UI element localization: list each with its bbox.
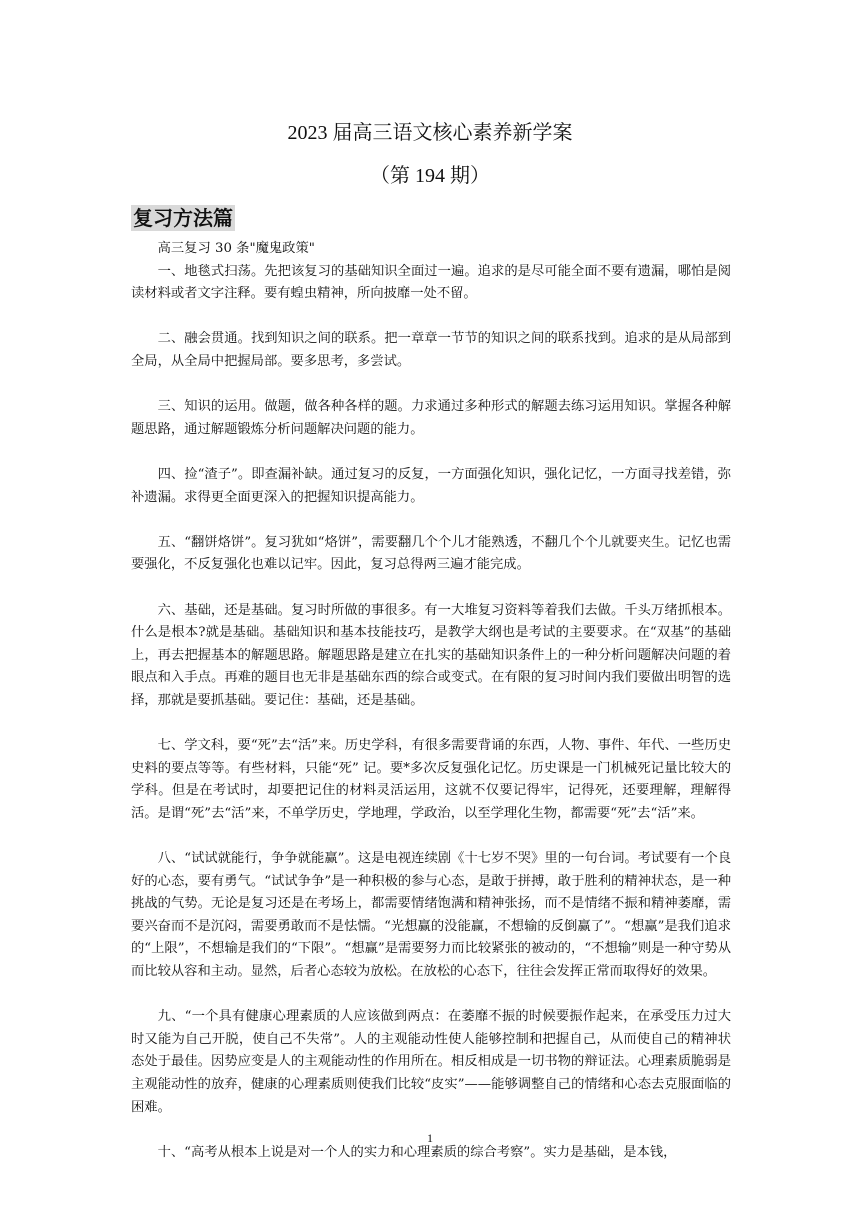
issue-number: （第 194 期） <box>370 165 490 187</box>
paragraph: 三、知识的运用。做题，做各种各样的题。力求通过多种形式的解题去练习运用知识。掌握各种解题思路，通过解题锻炼分析问题解决问题的能力。 <box>131 399 731 437</box>
paragraph: 九、“一个具有健康心理素质的人应该做到两点：在萎靡不振的时候要振作起来，在承受压力过大时又能为自己开脱，使自己不失常”。人的主观能动性使人能够控制和把握自己，从而使自己的精神状态处于最佳。因势应变是人的主观能动性的作用所在。相反相成是一切书物的辩证法。心理素质脆弱是主观能动性的放弃，健康的心理素质则使我们比较“皮实”——能够调整自己的情绪和心态去克服面临的困难。 <box>131 1009 731 1115</box>
paragraph: 五、“翻饼烙饼”。复习犹如“烙饼”，需要翻几个个儿才能熟透，不翻几个个儿就要夹生。记忆也需要强化，不反复强化也难以记牢。因此，复习总得两三遍才能完成。 <box>131 534 731 573</box>
paragraph: 二、融会贯通。找到知识之间的联系。把一章章一节节的知识之间的联系找到。追求的是从局部到全局，从全局中把握局部。要多思考，多尝试。 <box>131 331 731 369</box>
document-title: 2023 届高三语文核心素养新学案 <box>287 122 573 144</box>
article-subtitle: 高三复习 30 条"魔鬼政策" <box>157 241 315 256</box>
paragraph: 一、地毯式扫荡。先把该复习的基础知识全面过一遍。追求的是尽可能全面不要有遗漏，哪怕是阅读材料或者文字注释。要有蝗虫精神，所向披靡一处不留。 <box>131 263 731 302</box>
document-body <box>131 238 731 1164</box>
section-heading: 复习方法篇 <box>133 206 233 230</box>
paragraph: 六、基础，还是基础。复习时所做的事很多。有一大堆复习资料等着我们去做。千头万绪抓根本。什么是根本?就是基础。基础知识和基本技能技巧，是教学大纲也是考试的主要要求。在“双基”的基础上，再去把握基本的解题思路。解题思路是建立在扎实的基础知识条件上的一种分析问题解决问题的着眼点和入手点。再难的题目也无非是基础东西的综合或变式。在有限的复习时间内我们要做出明智的选择，那就是要抓基础。要记住：基础，还是基础。 <box>131 602 731 708</box>
paragraph: 七、学文科，要“死”去“活”来。历史学科，有很多需要背诵的东西，人物、事件、年代、一些历史史料的要点等等。有些材料，只能“死” 记。要*多次反复强化记忆。历史课是一门机械死记量比较大的学科。但是在考试时，却要把记住的材料灵活运用，这就不仅要记得牢，记得死，还要理解，理解得活。是谓“死”去“活”来，不单学历史，学地理，学政治，以至学理化生物，都需要“死”去“活”来。 <box>131 738 731 821</box>
paragraph: 八、“试试就能行，争争就能赢”。这是电视连续剧《十七岁不哭》里的一句台词。考试要有一个良好的心态，要有勇气。“试试争争”是一种积极的参与心态，是敢于拼搏，敢于胜利的精神状态，是一种挑战的气势。无论是复习还是在考场上，都需要情绪饱满和精神张扬，而不是情绪不振和精神萎靡，需要兴奋而不是沉闷，需要勇敢而不是怯懦。“光想赢的没能赢，不想输的反倒赢了”。“想赢”是我们追求的“上限”，不想输是我们的“下限”。“想赢”是需要努力而比较紧张的被动的，“不想输”则是一种守势从而比较从容和主动。显然，后者心态较为放松。在放松的心态下，往往会发挥正常而取得好的效果。 <box>131 851 731 979</box>
paragraph: 十、“高考从根本上说是对一个人的实力和心理素质的综合考察”。实力是基础，是本钱， <box>157 1144 677 1160</box>
page-number: 1 <box>427 1131 433 1145</box>
paragraph: 四、捡“渣子”。即查漏补缺。通过复习的反复，一方面强化知识，强化记忆，一方面寻找差错，弥补遗漏。求得更全面更深入的把握知识提高能力。 <box>131 466 731 505</box>
